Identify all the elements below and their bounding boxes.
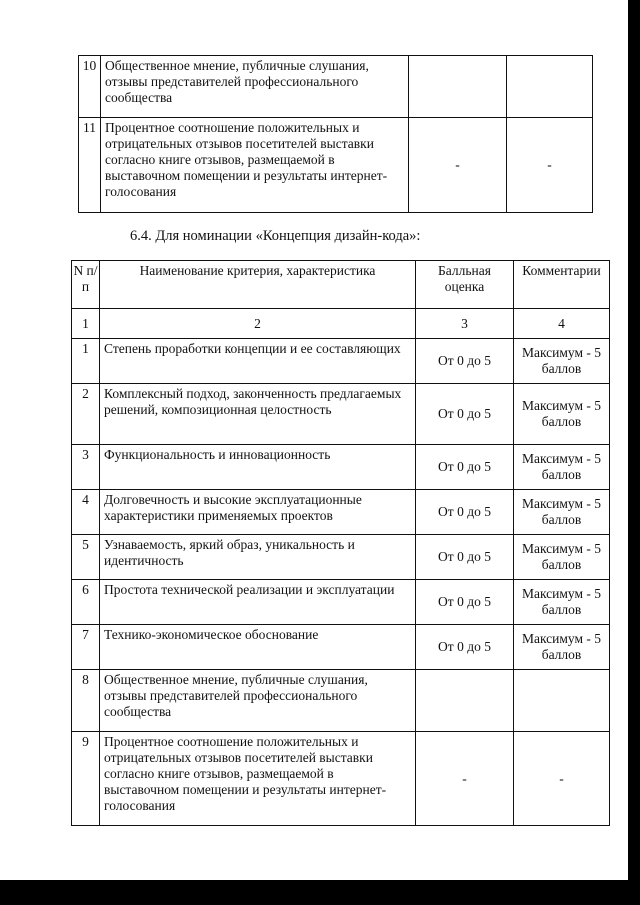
scan-edge-bottom bbox=[0, 880, 640, 905]
score-cell bbox=[416, 670, 514, 732]
row-number: 10 bbox=[79, 56, 101, 118]
comment-cell: Максимум - 5 баллов bbox=[514, 384, 610, 445]
criteria-table-continued bbox=[78, 55, 593, 213]
criterion-text: Технико-экономическое обоснование bbox=[100, 625, 416, 670]
comment-cell: Максимум - 5 баллов bbox=[514, 535, 610, 580]
row-number: 5 bbox=[72, 535, 100, 580]
score-cell: От 0 до 5 bbox=[416, 445, 514, 490]
comment-cell bbox=[507, 56, 593, 118]
table-row bbox=[79, 118, 593, 213]
col-number: 1 bbox=[72, 309, 100, 339]
scan-edge-right bbox=[628, 0, 640, 880]
criterion-text: Узнаваемость, яркий образ, уникальность и идентичность bbox=[100, 535, 416, 580]
row-number: 1 bbox=[72, 339, 100, 384]
row-number: 2 bbox=[72, 384, 100, 445]
table-row bbox=[72, 445, 610, 490]
table-row bbox=[72, 535, 610, 580]
comment-cell bbox=[514, 670, 610, 732]
col-number: 4 bbox=[514, 309, 610, 339]
criterion-text: Функциональность и инновационность bbox=[100, 445, 416, 490]
criterion-text: Общественное мнение, публичные слушания, отзывы представителей профессионального сообщества bbox=[101, 56, 409, 118]
header-comment: Комментарии bbox=[514, 261, 610, 309]
comment-cell: Максимум - 5 баллов bbox=[514, 625, 610, 670]
score-cell: От 0 до 5 bbox=[416, 384, 514, 445]
comment-cell: Максимум - 5 баллов bbox=[514, 580, 610, 625]
table-row bbox=[72, 490, 610, 535]
score-cell: От 0 до 5 bbox=[416, 535, 514, 580]
col-number: 3 bbox=[416, 309, 514, 339]
criterion-text: Простота технической реализации и эксплуатации bbox=[100, 580, 416, 625]
criterion-text: Долговечность и высокие эксплуатационные характеристики применяемых проектов bbox=[100, 490, 416, 535]
header-num: N п/п bbox=[72, 261, 100, 309]
row-number: 7 bbox=[72, 625, 100, 670]
row-number: 4 bbox=[72, 490, 100, 535]
score-cell: От 0 до 5 bbox=[416, 490, 514, 535]
table-row bbox=[72, 670, 610, 732]
table-row bbox=[72, 580, 610, 625]
section-heading: 6.4. Для номинации «Концепция дизайн-кода»: bbox=[130, 228, 421, 244]
score-cell: От 0 до 5 bbox=[416, 339, 514, 384]
score-cell bbox=[409, 56, 507, 118]
col-number: 2 bbox=[100, 309, 416, 339]
row-number: 6 bbox=[72, 580, 100, 625]
comment-cell: Максимум - 5 баллов bbox=[514, 445, 610, 490]
criterion-text: Общественное мнение, публичные слушания, отзывы представителей профессионального сообщества bbox=[100, 670, 416, 732]
table-row bbox=[72, 384, 610, 445]
criterion-text: Процентное соотношение положительных и отрицательных отзывов посетителей выставки согласно книге отзывов, размещаемой в выставочном помещении и результаты интернет-голосования bbox=[100, 732, 416, 826]
table-row bbox=[72, 339, 610, 384]
table-header-row bbox=[72, 261, 610, 309]
score-cell: От 0 до 5 bbox=[416, 625, 514, 670]
row-number: 3 bbox=[72, 445, 100, 490]
comment-cell: - bbox=[507, 118, 593, 213]
criteria-table bbox=[71, 260, 610, 826]
column-numbers-row bbox=[72, 309, 610, 339]
criterion-text: Степень проработки концепции и ее составляющих bbox=[100, 339, 416, 384]
table-row bbox=[72, 732, 610, 826]
score-cell: - bbox=[416, 732, 514, 826]
row-number: 9 bbox=[72, 732, 100, 826]
comment-cell: Максимум - 5 баллов bbox=[514, 339, 610, 384]
header-score: Балльная оценка bbox=[416, 261, 514, 309]
table-row bbox=[79, 56, 593, 118]
comment-cell: Максимум - 5 баллов bbox=[514, 490, 610, 535]
row-number: 11 bbox=[79, 118, 101, 213]
row-number: 8 bbox=[72, 670, 100, 732]
header-criterion: Наименование критерия, характеристика bbox=[100, 261, 416, 309]
table-row bbox=[72, 625, 610, 670]
criterion-text: Комплексный подход, законченность предлагаемых решений, композиционная целостность bbox=[100, 384, 416, 445]
comment-cell: - bbox=[514, 732, 610, 826]
criterion-text: Процентное соотношение положительных и отрицательных отзывов посетителей выставки согласно книге отзывов, размещаемой в выставочном помещении и результаты интернет-голосования bbox=[101, 118, 409, 213]
score-cell: От 0 до 5 bbox=[416, 580, 514, 625]
score-cell: - bbox=[409, 118, 507, 213]
